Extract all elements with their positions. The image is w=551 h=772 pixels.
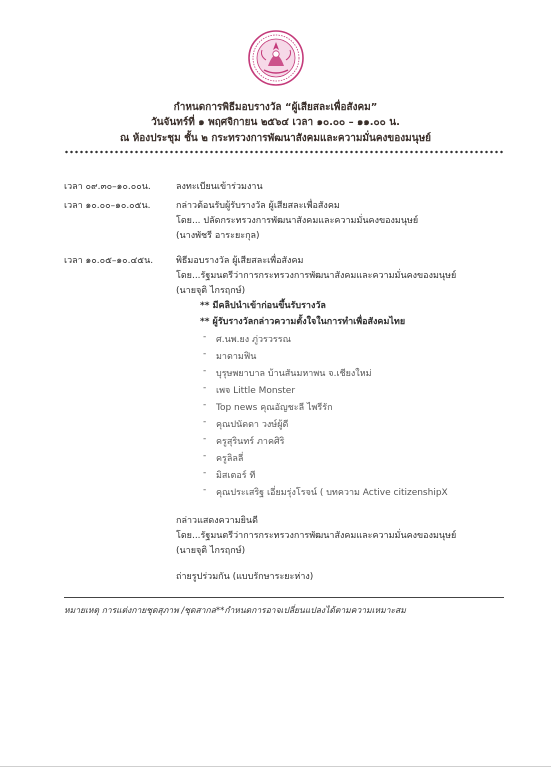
agenda-title-4: กล่าวแสดงความยินดี — [176, 516, 258, 526]
event-venue: ณ ห้องประชุม ชั้น ๒ กระทรวงการพัฒนาสังคมและความมั่นคงของมนุษย์ — [119, 133, 432, 144]
page-title: กำหนดการพิธีมอบรางวัล “ผู้เสียสละเพื่อสังคม” — [173, 102, 378, 113]
agenda-title-5: ถ่ายรูปร่วมกัน (แบบรักษาระยะห่าง) — [176, 572, 314, 582]
recipient-item: เพจ Little Monster — [216, 386, 296, 396]
dash-bullet: - — [203, 332, 207, 342]
recipient-item: บุรุษพยาบาล บ้านสันมหาพน จ.เชียงใหม่ — [216, 369, 372, 379]
agenda-title-1: ลงทะเบียนเข้าร่วมงาน — [176, 182, 263, 192]
dash-bullet: - — [203, 400, 207, 410]
recipient-item: คุณประเสริฐ เอี่ยมรุ่งโรจน์ ( บทความ Active citizenshipX — [216, 488, 448, 498]
dash-bullet: - — [203, 434, 207, 444]
dash-bullet: - — [203, 417, 207, 427]
recipient-item: มิสเตอร์ ที — [216, 471, 256, 481]
recipient-item: คุณปนัดดา วงษ์ผู้ดี — [216, 420, 289, 430]
recipient-item: Top news คุณอัญชะลี ไพรีรัก — [216, 403, 333, 413]
agenda-by-4: โดย...รัฐมนตรีว่าการกระทรวงการพัฒนาสังคมและความมั่นคงของมนุษย์ — [176, 531, 457, 541]
dash-bullet: - — [203, 451, 207, 461]
agenda-person-3: (นายจุติ ไกรฤกษ์) — [176, 286, 246, 296]
dash-bullet: - — [203, 349, 207, 359]
dash-bullet: - — [203, 485, 207, 495]
recipient-item: ครูลิลลี่ — [216, 454, 244, 464]
recipient-item: มาดามฟิน — [216, 352, 257, 362]
time-slot-1: เวลา ๐๙.๓๐–๑๐.๐๐น. — [64, 182, 151, 192]
dotted-divider — [64, 150, 504, 154]
footer-divider — [64, 597, 504, 598]
agenda-title-3: พิธีมอบรางวัล ผู้เสียสละเพื่อสังคม — [176, 256, 304, 266]
dash-bullet: - — [203, 366, 207, 376]
time-slot-3: เวลา ๑๐.๐๕–๑๐.๔๕น. — [64, 256, 154, 266]
recipient-item: ศ.นพ.ยง ภู่วรวรรณ — [216, 335, 291, 345]
agenda-by-2: โดย... ปลัดกระทรวงการพัฒนาสังคมและความมั่นคงของมนุษย์ — [176, 216, 419, 226]
dash-bullet: - — [203, 468, 207, 478]
event-date: วันจันทร์ที่ ๑ พฤศจิกายน ๒๕๖๔ เวลา ๑๐.๐๐ – ๑๑.๐๐ น. — [151, 117, 400, 128]
agenda-person-2: (นางพัชรี อาระยะกุล) — [176, 231, 260, 241]
dash-bullet: - — [203, 383, 207, 393]
agenda-title-2: กล่าวต้อนรับผู้รับรางวัล ผู้เสียสละเพื่อสังคม — [176, 201, 340, 211]
ministry-emblem-icon — [248, 30, 304, 86]
agenda-person-4: (นายจุติ ไกรฤกษ์) — [176, 546, 246, 556]
time-slot-2: เวลา ๑๐.๐๐–๑๐.๐๕น. — [64, 201, 151, 211]
highlight-item: ** มีคลิปนำเข้าก่อนขึ้นรับรางวัล — [200, 301, 326, 311]
footnote: หมายเหตุ การแต่งกายชุดสุภาพ /ชุดสากล**กำหนดการอาจเปลี่ยนแปลงได้ตามความเหมาะสม — [64, 606, 406, 616]
recipient-item: ครูสุรินทร์ ภาคศิริ — [216, 437, 285, 447]
page-edge — [0, 766, 551, 767]
highlight-item: ** ผู้รับรางวัลกล่าวความตั้งใจในการทำเพื่อสังคมไทย — [200, 317, 406, 327]
agenda-by-3: โดย...รัฐมนตรีว่าการกระทรวงการพัฒนาสังคมและความมั่นคงของมนุษย์ — [176, 271, 457, 281]
